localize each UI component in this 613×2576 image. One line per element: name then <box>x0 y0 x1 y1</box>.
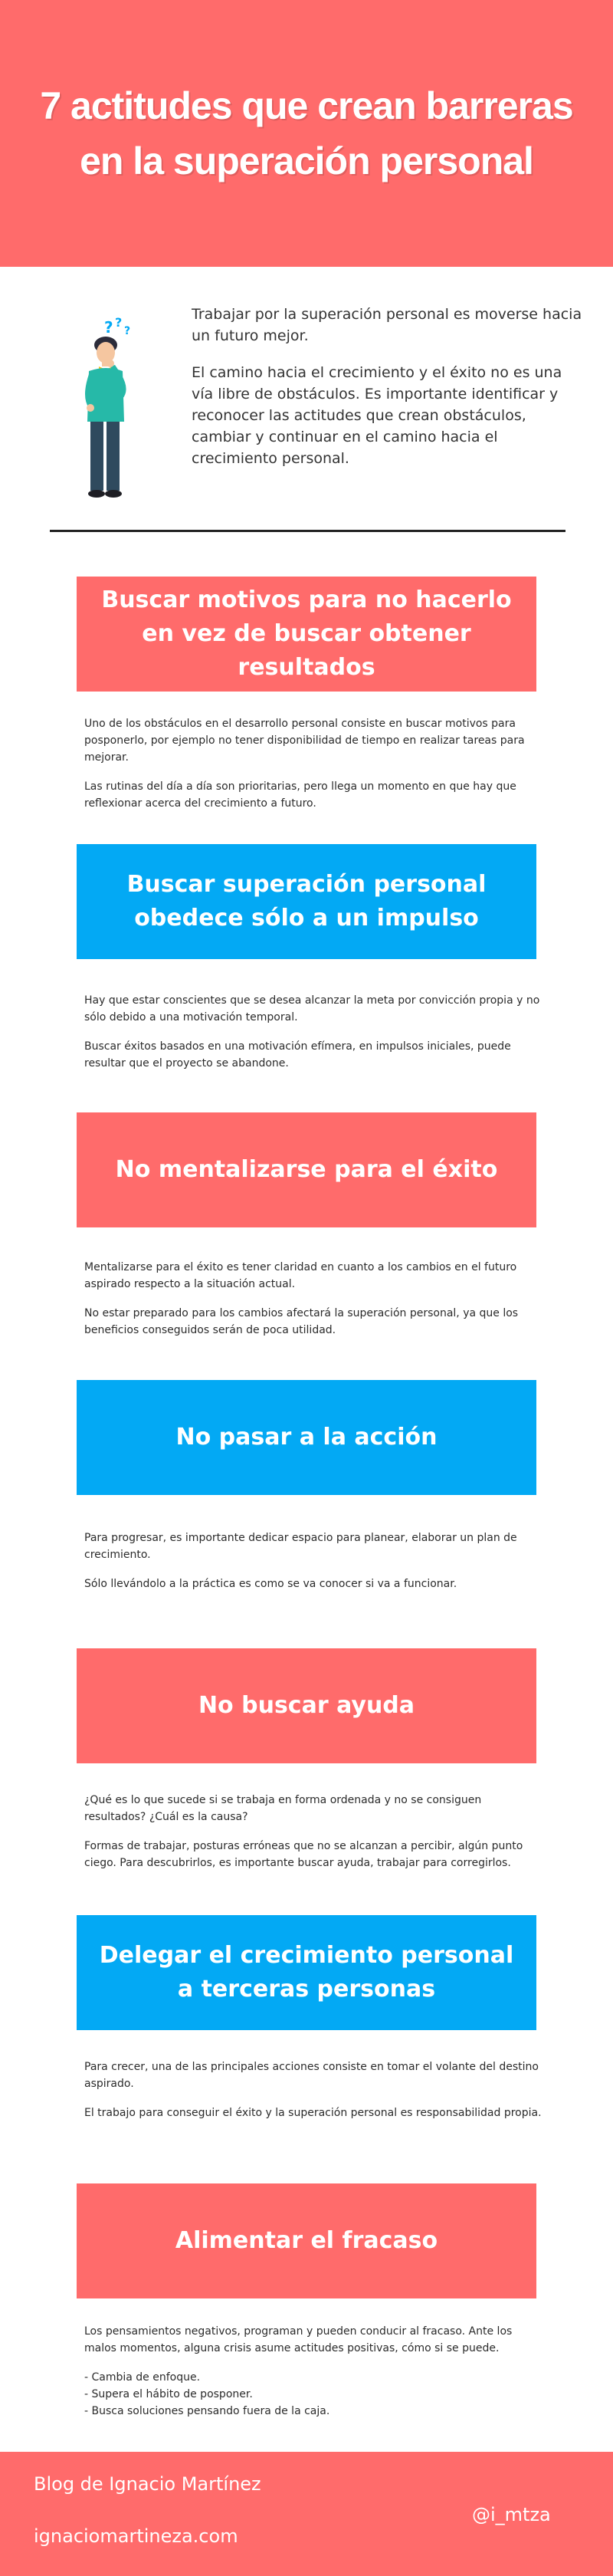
section-7-title: Alimentar el fracaso <box>175 2227 438 2254</box>
section-1-body <box>84 715 544 824</box>
section-3-title: No mentalizarse para el éxito <box>115 1156 498 1183</box>
section-2-heading-box <box>77 844 536 959</box>
section-6-body <box>84 2058 544 2134</box>
section-6-heading-box <box>77 1915 536 2030</box>
section-6-paragraph-2: El trabajo para conseguir el éxito y la superación personal es responsabilidad propia. <box>84 2107 542 2119</box>
section-2-body <box>84 992 544 1084</box>
section-6-title: Delegar el crecimiento personal a terceras personas <box>99 1942 514 2003</box>
section-7-heading-box <box>77 2183 536 2298</box>
section-3-heading-box <box>77 1112 536 1227</box>
footer-blog-name: Blog de Ignacio Martínez <box>34 2473 261 2495</box>
footer-website-link[interactable]: ignaciomartineza.com <box>34 2525 238 2547</box>
section-1-paragraph-2: Las rutinas del día a día son prioritarias, pero llega un momento en que hay que reflexionar acerca del crecimiento a futuro. <box>84 780 516 810</box>
section-4-title: No pasar a la acción <box>175 1424 438 1451</box>
footer <box>0 2452 613 2576</box>
section-2-title: Buscar superación personal obedece sólo a un impulso <box>126 871 487 932</box>
section-4-paragraph-2: Sólo llevándolo a la práctica es como se va conocer si va a funcionar. <box>84 1578 457 1590</box>
section-3-paragraph-2: No estar preparado para los cambios afectará la superación personal, ya que los beneficios conseguidos serán de poca utilidad. <box>84 1307 519 1336</box>
section-5-paragraph-2: Formas de trabajar, posturas erróneas que no se alcanzan a percibir, algún punto ciego. Para descubrirlos, es importante buscar ayuda, trabajar para corregirlos. <box>84 1840 523 1869</box>
intro-text <box>192 304 582 485</box>
section-1-paragraph-1: Uno de los obstáculos en el desarrollo personal consiste en buscar motivos para posponerlo, por ejemplo no tener disponibilidad de tiempo en realizar tareas para mejorar. <box>84 718 525 764</box>
title-line-2: en la superación personal <box>80 140 533 182</box>
section-1-title: Buscar motivos para no hacerlo en vez de buscar obtener resultados <box>101 586 512 681</box>
section-3-body <box>84 1259 544 1351</box>
section-6-paragraph-1: Para crecer, una de las principales acciones consiste en tomar el volante del destino aspirado. <box>84 2061 539 2090</box>
svg-text:?: ? <box>124 325 131 337</box>
section-5-heading-box <box>77 1648 536 1763</box>
section-3-paragraph-1: Mentalizarse para el éxito es tener claridad en cuanto a los cambios en el futuro aspirado respecto a la situación actual. <box>84 1261 517 1290</box>
section-2-paragraph-2: Buscar éxitos basados en una motivación efímera, en impulsos iniciales, puede resultar que el proyecto se abandone. <box>84 1040 511 1070</box>
intro-paragraph-2: El camino hacia el crecimiento y el éxito no es una vía libre de obstáculos. Es importante identificar y reconocer las actitudes que crean obstáculos, cambiar y continuar en el camino hacia el crecimiento personal. <box>192 364 562 467</box>
section-7-paragraph-2: - Cambia de enfoque. - Supera el hábito de posponer. - Busca soluciones pensando fuera de la caja. <box>84 2371 330 2417</box>
footer-social-handle[interactable]: @i_mtza <box>472 2504 551 2525</box>
title-line-1: 7 actitudes que crean barreras <box>40 84 573 127</box>
section-4-body <box>84 1530 544 1605</box>
thinking-person-icon <box>61 313 146 504</box>
svg-text:?: ? <box>104 318 113 337</box>
section-5-paragraph-1: ¿Qué es lo que sucede si se trabaja en forma ordenada y no se consiguen resultados? ¿Cuál es la causa? <box>84 1794 482 1823</box>
section-7-body <box>84 2323 544 2432</box>
section-5-body <box>84 1792 544 1884</box>
section-2-paragraph-1: Hay que estar conscientes que se desea alcanzar la meta por convicción propia y no sólo debido a una motivación temporal. <box>84 994 540 1024</box>
section-7-paragraph-1: Los pensamientos negativos, programan y pueden conducir al fracaso. Ante los malos momentos, alguna crisis asume actitudes positivas, cómo si se puede. <box>84 2325 513 2354</box>
divider <box>50 530 565 532</box>
header-banner <box>0 0 613 267</box>
section-4-paragraph-1: Para progresar, es importante dedicar espacio para planear, elaborar un plan de crecimiento. <box>84 1532 517 1561</box>
intro-paragraph-1: Trabajar por la superación personal es moverse hacia un futuro mejor. <box>192 306 582 344</box>
svg-text:?: ? <box>115 315 123 330</box>
section-1-heading-box <box>77 577 536 692</box>
page-title <box>15 78 598 189</box>
section-5-title: No buscar ayuda <box>198 1692 415 1719</box>
section-4-heading-box <box>77 1380 536 1495</box>
